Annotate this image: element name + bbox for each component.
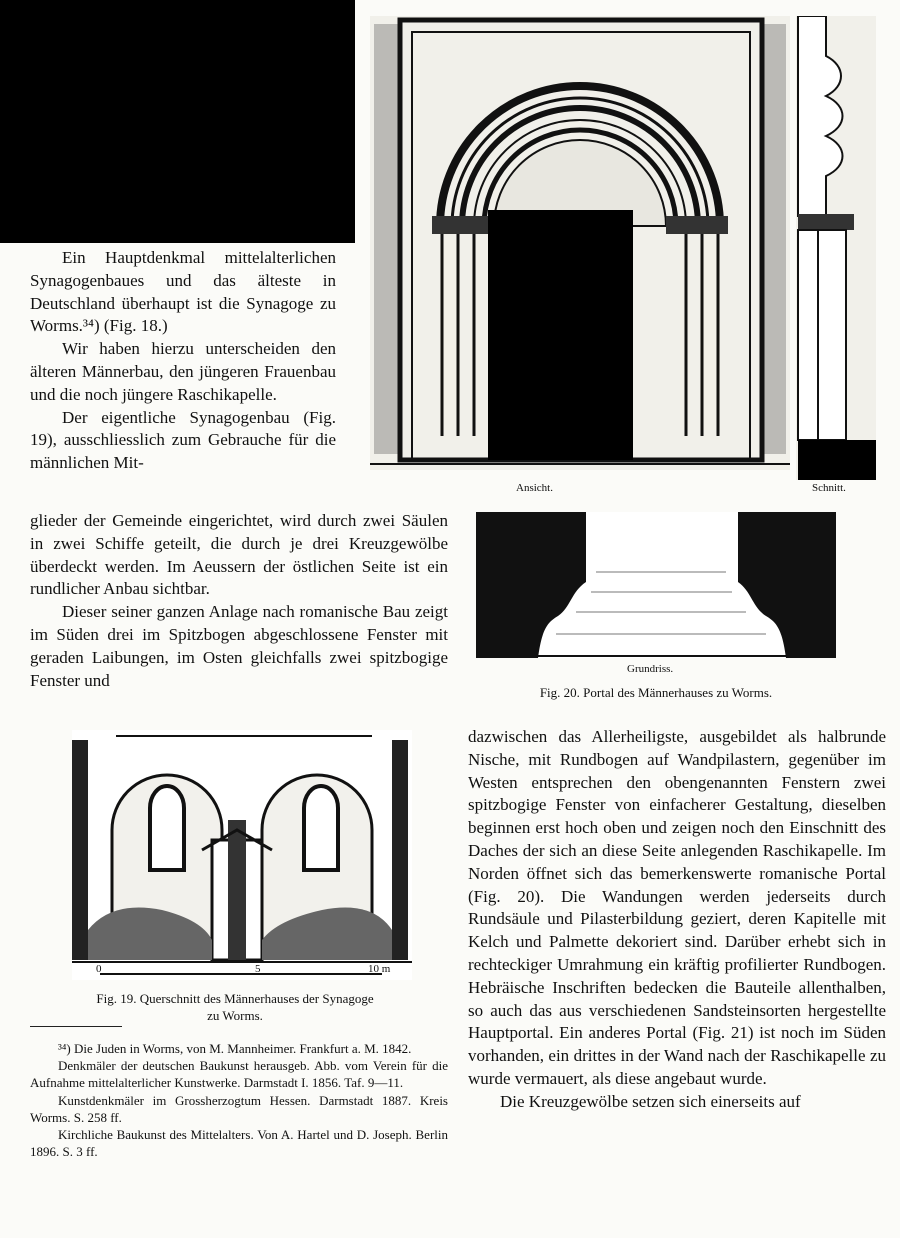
footnote-34: ³⁴) Die Juden in Worms, von M. Mannheimer. Frankfurt a. M. 1842. [58,1041,412,1056]
redacted-region [0,0,355,243]
paragraph-kreuzgewoelbe: Die Kreuzgewölbe setzen sich einerseits auf [500,1091,801,1111]
wide-text [30,510,448,692]
fig19-drawing [72,730,412,980]
footnote-denkmaeler: Denkmäler der deutschen Baukunst herausgeb. Abb. vom Verein für die Aufnahme mittelalterlicher Kunstwerke. Darmstadt I. 1856. Taf. 9—11. [30,1058,448,1091]
fig20-schnitt-drawing [796,16,876,480]
scale-label-5: 5 [255,963,261,975]
footnotes [30,1040,448,1160]
footnote-kunstdenkmaeler: Kunstdenkmäler im Grossherzogtum Hessen. Darmstadt 1887. Kreis Worms. S. 258 ff. [30,1092,448,1125]
intro-paragraph: Ein Hauptdenkmal mittelalterlichen Synagogenbaues und das älteste in Deutschland überhaupt ist die Synagoge zu Worms.³⁴) (Fig. 18.) [30,248,336,336]
label-ansicht: Ansicht. [516,482,553,494]
label-schnitt: Schnitt. [812,482,846,494]
label-grundriss: Grundriss. [627,663,674,675]
scale-label-0: 0 [96,963,102,975]
footnote-baukunst: Kirchliche Baukunst des Mittelalters. Von A. Hartel und D. Joseph. Berlin 1896. S. 3 ff. [30,1127,448,1160]
footnote-rule [30,1026,122,1027]
paragraph-continuation: glieder der Gemeinde eingerichtet, wird durch zwei Säulen in zwei Schiffe geteilt, die durch je drei Kreuzgewölbe überdeckt werden. Im Aeussern der östlichen Seite ist ein rundlicher Anbau sichtbar. [30,511,448,599]
paragraph-allerheiligste: dazwischen das Allerheiligste, ausgebildet als halbrunde Nische, mit Rundbogen auf Wandpilastern, gegenüber im Westen entsprechen den obengenannten Fenstern zwei spitzbogige Fenster von einfacherer Gestaltung, dieselben beginnen erst hoch oben und zeigen noch den Einschnitt des Daches der sich an diese Seite anlegenden Raschikapelle. Im Norden öffnet sich das bemerkenswerte romanische Portal (Fig. 20). Die Wandungen werden jederseits durch Rundsäule und Pilasterbildung geziert, deren Kapitelle mit Kelch und Palmette dekoriert sind. Darüber erhebt sich in rechteckiger Umrahmung ein kräftig profilierter Rundbogen. Hebräische Inschriften bedecken die Bauteile allenthalben, so auch das aus verschiedenen Sandsteinsorten hergestellte Hauptportal. Ein anderes Portal (Fig. 21) ist noch im Süden vorhanden, ein drittes in der Wand nach der Raschikapelle zu wurde vermauert, als diese angebaut wurde. [468,727,886,1088]
paragraph-romanische-bau: Dieser seiner ganzen Anlage nach romanische Bau zeigt im Süden drei im Spitzbogen abgeschlossene Fenster mit geraden Laibungen, im Osten gleichfalls zwei spitzbogige Fenster und [30,602,448,690]
paragraph-synagogenbau: Der eigentliche Synagogenbau (Fig. 19), ausschliesslich zum Gebrauche für die männlichen Mit- [30,407,336,473]
fig20-grundriss-drawing [476,512,836,658]
fig19-caption-line2: zu Worms. [207,1008,263,1023]
fig20-caption: Fig. 20. Portal des Männerhauses zu Worms. [539,685,773,700]
fig19-caption-line1: Fig. 19. Querschnitt des Männerhauses der Synagoge [96,991,374,1006]
left-column-text [30,247,336,475]
fig20-ansicht-drawing [370,16,790,470]
paragraph-maennerbau: Wir haben hierzu unterscheiden den älteren Männerbau, den jüngeren Frauenbau und die noch jüngere Raschikapelle. [30,339,336,404]
right-column-text [468,726,886,1114]
scale-label-10m: 10 m [368,963,391,975]
